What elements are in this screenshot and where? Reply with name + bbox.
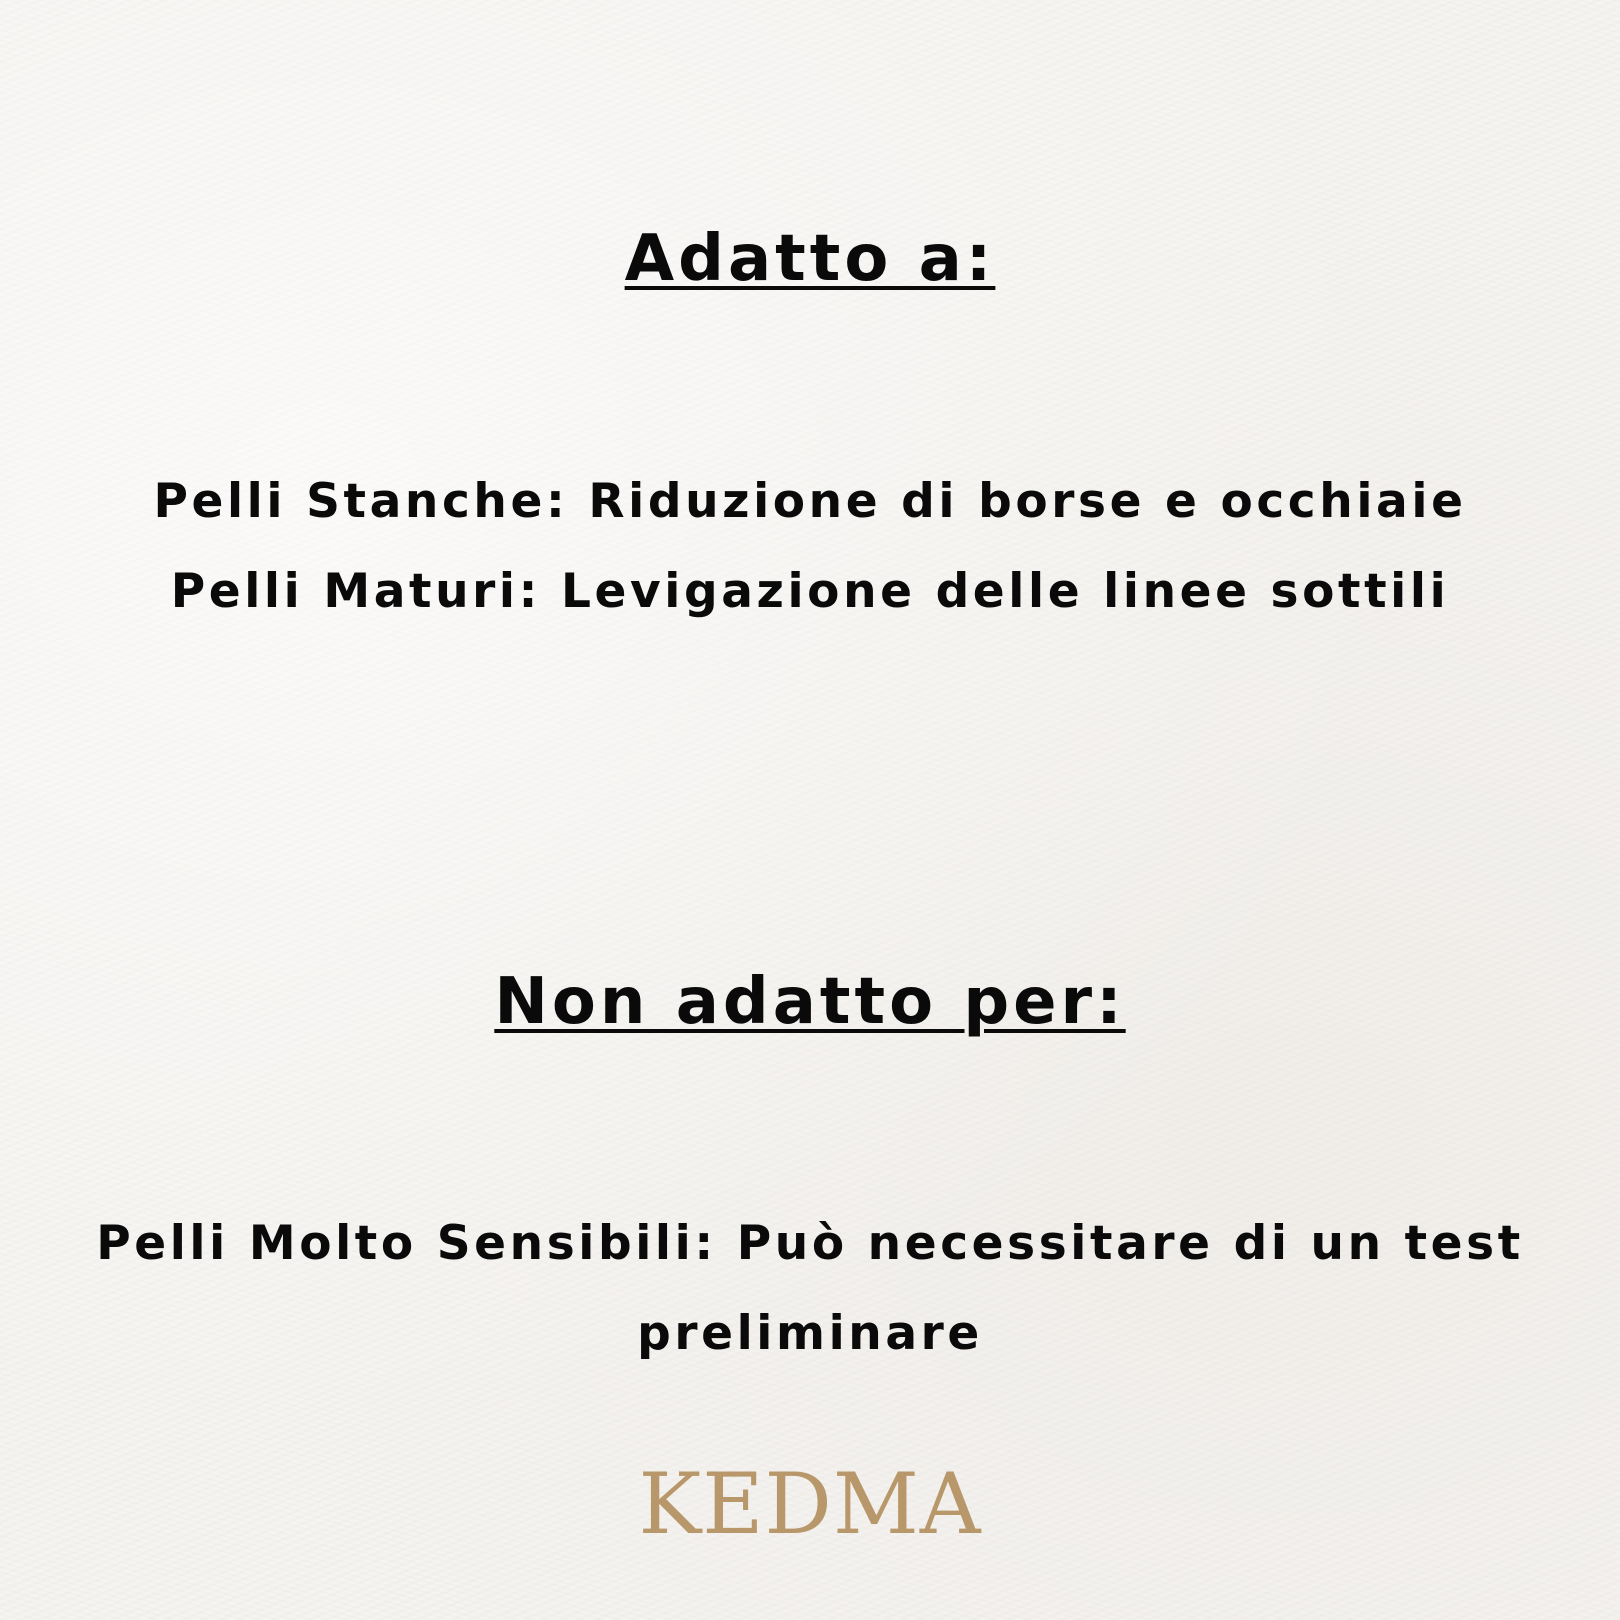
suitable-heading xyxy=(0,222,1620,296)
unsuitable-heading xyxy=(0,965,1620,1039)
suitable-heading-text: Adatto a: xyxy=(624,222,996,296)
suitable-item-tired-skin: Pelli Stanche: Riduzione di borse e occhiaie xyxy=(153,474,1467,529)
suitable-item-mature-skin: Pelli Maturi: Levigazione delle linee sottili xyxy=(170,564,1450,619)
unsuitable-heading-text: Non adatto per: xyxy=(494,965,1126,1039)
brand-logo: KEDMA xyxy=(638,1455,982,1553)
unsuitable-item-sensitive-skin: Pelli Molto Sensibili: Può necessitare di un test xyxy=(96,1216,1524,1271)
unsuitable-item-sensitive-skin-continued: preliminare xyxy=(637,1306,983,1361)
